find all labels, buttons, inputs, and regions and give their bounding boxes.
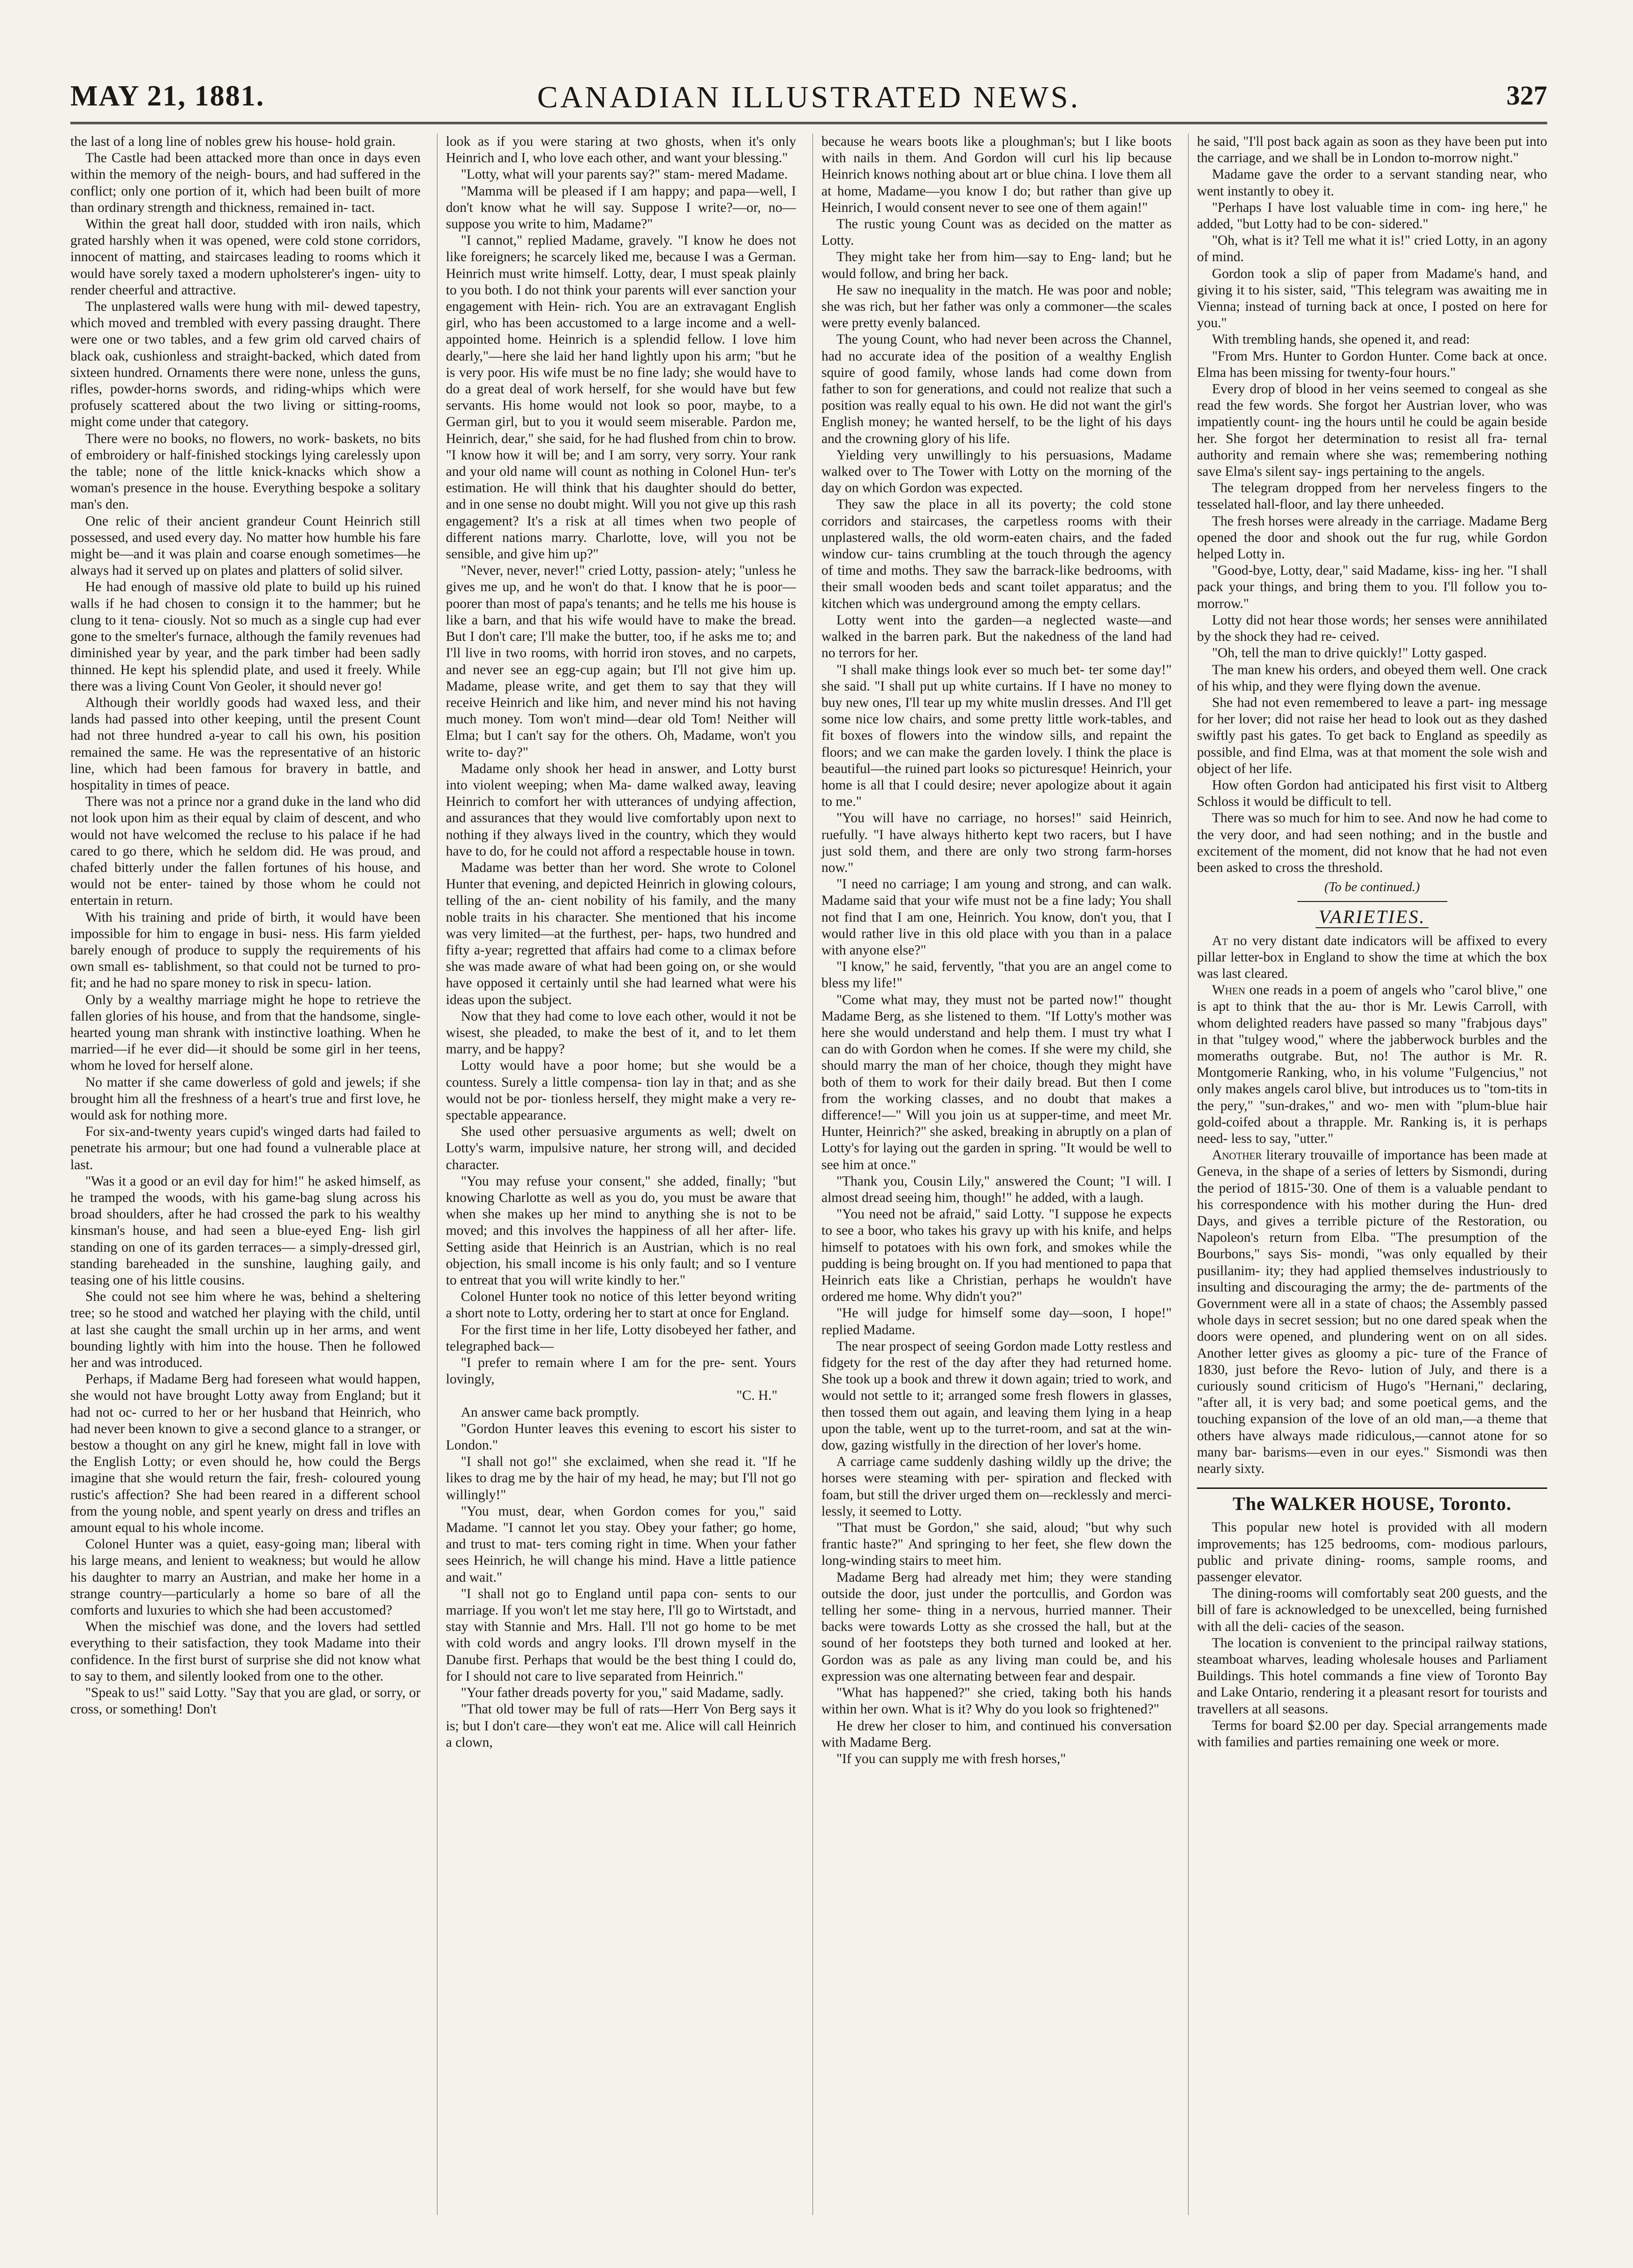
paragraph: "Your father dreads poverty for you," said Madame, sadly. [461,1685,784,1701]
paragraph: he said, "I'll post back again as soon as they have been put into the carriage, and we shall be in London to-morrow night." [1197,134,1547,166]
paragraph: "I need no carriage; I am young and strong, and can walk. Madame said that your wife must not be a fine lady; You shall not find that I am one, Heinrich. You know, don't you, that I would rather live in this old place with you than in a palace with anyone else?" [821,877,1172,958]
paragraph: Gordon took a slip of paper from Madame's hand, and giving it to his sister, said, "This telegram was awaiting me in Vienna; instead of turning back at once, I posted on here for you." [1197,266,1547,331]
paragraph: For six-and-twenty years cupid's winged darts had failed to penetrate his armour; but one had found a vulnerable place at last. [70,1124,421,1172]
paragraph: "Never, never, never!" cried Lotty, passion- ately; "unless he gives me up, and he won't do that. I know that he is poor—poorer than most of papa's tenants; and he tells me his house is like a barn, and that his wife would have to make the bread. But I don't care; I'll make the butter, too, if he asks me to; and I'll live in two rooms, with horrid iron stoves, and no carpets, and never see an egg-cup again; but I'll not give him up. Madame, please write, and get them to say that they will receive Heinrich and like him, and never mind his not having much money. Tom won't mind—dear old Tom! Neither will Elma; but I can't say for the others. Oh, Madame, won't you write to- day?" [446,563,796,760]
paragraph: He saw no inequality in the match. He was poor and noble; she was rich, but her father was only a commoner—the scales were pretty evenly balanced. [821,282,1172,331]
column-2 [437,134,796,2215]
paragraph: Madame gave the order to a servant standing near, who went instantly to obey it. [1197,167,1547,199]
paragraph: Every drop of blood in her veins seemed to congeal as she read the few words. She forgot her Austrian lover, who was impatiently count- ing the hours until he could be again beside her. She forgot her determination to resist all fra- ternal authority and remain where she was; remembering nothing save Elma's silent say- ings pertaining to the angels. [1197,382,1547,480]
lead-word: At [1212,933,1228,948]
paragraph: "Oh, tell the man to drive quickly!" Lotty gasped. [1212,646,1487,661]
paragraph: There was so much for him to see. And now he had come to the very door, and had seen nothing; and in the bustle and excitement of the moment, did not know that he had not even been asked to cross the threshold. [1197,811,1547,875]
paragraph: "He will judge for himself some day—soon, I hope!" replied Madame. [821,1306,1172,1337]
paragraph: They might take her from him—say to Eng- land; but he would follow, and bring her back. [821,249,1172,281]
variety-text: no very distant date indicators will be affixed to every pillar letter-box in England to show the time at which the box was last cleared. [1197,933,1547,981]
paragraph: "You need not be afraid," said Lotty. "I suppose he expects to see a boor, who takes his gravy up with his knife, and helps himself to potatoes with his own fork, and smokes while the pudding is being brought on. If you had mentioned to papa that Heinrich eats like a Christian, perhaps he wouldn't have ordered me home. Why didn't you?" [821,1207,1172,1305]
paragraph: How often Gordon had anticipated his first visit to Altberg Schloss it would be difficult to tell. [1197,777,1547,810]
paragraph: Only by a wealthy marriage might he hope to retrieve the fallen glories of his house, and from that the handsome, single-hearted young man shrank with instinctive loathing. When he married—if he ever did—it should be some girl in her teens, whom he loved for herself alone. [70,992,421,1074]
paragraph: "I shall not go to England until papa con- sents to our marriage. If you won't let me stay here, I'll go to Wirtstadt, and stay with Stannie and Mrs. Hall. I'll not go home to be met with cold words and angry looks. I'll drown myself in the Danube first. Perhaps that would be the best thing I could do, for I should not care to live separated from Heinrich." [446,1586,796,1684]
paragraph: She had not even remembered to leave a part- ing message for her lover; did not raise her head to look out as they dashed swiftly past his gates. To get back to England as speedily as possible, and find Elma, was at that moment the sole wish and object of her life. [1197,695,1547,776]
variety-text: literary trouvaille of importance has been made at Geneva, in the shape of a series of letters by Sismondi, during the period of 1815-'30. One of them is a valuable pendant to his correspondence with his mother during the Hun- dred Days, and gives a terrible picture of the Restoration, ou Napoleon's return from Elba. "The presumption of the Bourbons," says Sis- mondi, "was only equalled by their pusillanim- ity; they had applied themselves industriously to insulting and discouraging the army; the de- partments of the Government were all in a state of chaos; the Assembly passed whole days in secret session; but no one dared speak when the doors were opened, and plundering went on on all sides. Another letter gives as gloomy a pic- ture of the France of 1830, just before the Revo- lution of July, and there is a curiously sound criticism of Hugo's "Hernani," declaring, "after all, it is very bad; and some poetical gems, and the touching expansion of the love of an old man,—a theme that others have always made ridiculous,—cannot atone for so many bar- barisms—even in our eyes." Sismondi was then nearly sixty. [1197,1148,1547,1477]
paragraph: "If you can supply me with fresh horses," [836,1751,1066,1766]
paragraph: Lotty did not hear those words; her senses were annihilated by the shock they had re- ceived. [1197,612,1547,645]
lead-word: Another [1212,1148,1262,1163]
paragraph: No matter if she came dowerless of gold and jewels; if she brought him all the freshness of a heart's true and first love, he would ask for nothing more. [70,1074,421,1123]
paragraph: Although their worldly goods had waxed less, and their lands had passed into other keeping, until the present Count had not three hundred a-year to call his own, his position remained the same. He was the representative of an historic line, which had been famous for bravery in battle, and hospitality in times of peace. [70,695,421,793]
paragraph: The young Count, who had never been across the Channel, had no accurate idea of the position of a wealthy English squire of good family, whose lands had come down from father to son for generations, and could not realize that such a position was really equal to his own. He did not want the girl's English money; he wanted herself, to be the light of his days and the crowning glory of his life. [821,332,1172,446]
lead-word: When [1212,983,1246,998]
varieties-heading [1197,906,1547,928]
section-divider [1297,901,1447,902]
paragraph: The unplastered walls were hung with mil- dewed tapestry, which moved and trembled with every passing draught. There were one or two tables, and a few grim old carved chairs of black oak, cushionless and straight-backed, which dated from sixteen hundred. Ornaments there were none, unless the guns, rifles, powder-horns swords, and riding-whips which were profusely scattered about the two living or sitting-rooms, might come under that category. [70,299,421,430]
paragraph: look as if you were staring at two ghosts, when it's only Heinrich and I, who love each other, and want your blessing." [446,134,796,166]
paragraph: "Oh, what is it? Tell me what it is!" cried Lotty, in an agony of mind. [1197,233,1547,265]
paragraph: "I cannot," replied Madame, gravely. "I know he does not like foreigners; he scarcely liked me, because I was a German. Heinrich must write himself. Lotty, dear, I must speak plainly to you both. I do not think your parents will ever sanction your engagement with Hein- rich. You are an extravagant English girl, who has been accustomed to a large income and a well-appointed home. Heinrich is a splendid fellow. I love him dearly,"—here she laid her hand lightly upon his arm; "but he is very poor. His wife must be no fine lady; she would have to do a great deal of work herself, for she would have but few servants. His home would not look so poor, maybe, to a German girl, but to you it would seem miserable. Pardon me, Heinrich, dear," she said, for he had flushed from chin to brow. "I know how it will be; and I am sorry, very sorry. Your rank and your old name will count as nothing in Colonel Hun- ter's estimation. He will think that his daughter should do better, and in one sense no doubt might. Will you not give up this rash engagement? It's a risk at all times when two people of different nations marry. Charlotte, love, will you not be sensible, and give him up?" [446,233,796,562]
paragraph: "Good-bye, Lotty, dear," said Madame, kiss- ing her. "I shall pack your things, and bring them to you. I'll follow you to-morrow." [1197,563,1547,611]
paragraph: Madame Berg had already met him; they were standing outside the door, just under the portcullis, and Gordon was telling her some- thing in a nervous, hurried manner. Their backs were towards Lotty as she crossed the hall, but at the sound of her footsteps they both turned and looked at her. Gordon was as pale as any living man could be, and his expression was one alternating between fear and despair. [821,1570,1172,1684]
issue-date: MAY 21, 1881. [70,80,265,112]
paragraph: "You will have no carriage, no horses!" said Heinrich, ruefully. "I have always hitherto kept two racers, but I have just sold them, and there are only two strong farm-horses now." [821,811,1172,875]
advertisement-paragraph: The dining-rooms will comfortably seat 200 guests, and the bill of fare is acknowledged to be unexcelled, being furnished with all the deli- cacies of the season. [1197,1586,1547,1634]
paragraph: because he wears boots like a ploughman's; but I like boots with nails in them. And Gordon will curl his lip because Heinrich knows nothing about art or blue china. I love them all at home, Madame—you know I do; but rather than give up Heinrich, I would consent never to see one of them again!" [821,134,1172,215]
paragraph: There were no books, no flowers, no work- baskets, no bits of embroidery or half-finished stockings lying carelessly upon the table; none of the little knick-knacks which show a woman's presence in the house. Everything bespoke a solitary man's den. [70,431,421,512]
paragraph: Now that they had come to love each other, would it not be wisest, she pleaded, to make the best of it, and to let them marry, and be happy? [446,1008,796,1057]
paragraph: Colonel Hunter was a quiet, easy-going man; liberal with his large means, and lenient to weakness; but would he allow his daughter to marry an Austrian, and make her home in a strange country—particularly a home so bare of all the comforts and luxuries to which she had been accustomed? [70,1537,421,1618]
paragraph: "Was it a good or an evil day for him!" he asked himself, as he tramped the woods, with his game-bag slung across his broad shoulders, after he had crossed the park to his wealthy kinsman's house, and had seen a blue-eyed Eng- lish girl standing on one of its garden terraces— a simply-dressed girl, standing bareheaded in the sunshine, laughing gaily, and teasing one of his little cousins. [70,1173,421,1288]
article-columns [70,134,1547,2215]
paragraph: With his training and pride of birth, it would have been impossible for him to engage in busi- ness. His farm yielded barely enough of produce to supply the requirements of his own small es- tablishment, so that could not be turned to pro- fit; and he had no spare money to risk in specu- lation. [70,909,421,991]
paragraph: One relic of their ancient grandeur Count Heinrich still possessed, and used every day. No matter how humble his fare might be—and it was plain and coarse enough sometimes—he always had it served up on plates and platters of solid silver. [70,513,421,578]
paragraph: With trembling hands, she opened it, and read: [1212,332,1470,347]
column-1 [70,134,421,2215]
advertisement-paragraph: The location is convenient to the principal railway stations, steamboat wharves, leading wholesale houses and Parliament Buildings. This hotel commands a fine view of Toronto Bay and Lake Ontario, rendering it a pleasant resort for tourists and travellers at all seasons. [1197,1635,1547,1717]
paragraph: "You may refuse your consent," she added, finally; "but knowing Charlotte as well as you do, you must be aware that when she makes up her mind to anything she is not to be moved; and this involves the happiness of all her after- life. Setting aside that Heinrich is an Austrian, which is no real objection, his small income is his only fault; and so I venture to entreat that you will write kindly to her." [446,1173,796,1288]
paragraph: "Lotty, what will your parents say?" stam- mered Madame. [461,167,788,182]
paragraph: "That old tower may be full of rats—Herr Von Berg says it is; but I don't care—they won't eat me. Alice will call Heinrich a clown, [446,1702,796,1750]
paragraph: Perhaps, if Madame Berg had foreseen what would happen, she would not have brought Lotty away from England; but it had not oc- curred to her or her husband that Heinrich, who had never been known to give a second glance to a stranger, or bestow a thought on any girl he knew, might fall in love with the English Lotty; or even should he, how could the Bergs imagine that she would return the fair, fresh- coloured young rustic's affection? She had been reared in a different school from the young noble, and spent yearly on dress and trifles an amount equal to his whole income. [70,1372,421,1536]
paragraph: The fresh horses were already in the carriage. Madame Berg opened the door and shook out the fur rug, while Gordon helped Lotty in. [1197,513,1547,562]
advertisement-paragraph: This popular new hotel is provided with all modern improvements; has 125 bedrooms, com- modious parlours, public and private dining- rooms, sample rooms, and passenger elevator. [1197,1520,1547,1585]
page-number: 327 [1506,80,1547,111]
advertisement-title: The WALKER HOUSE, Toronto. [1233,1493,1512,1515]
paragraph: The near prospect of seeing Gordon made Lotty restless and fidgety for the rest of the day after they had returned home. She took up a book and threw it down again; tried to work, and would not settle to it; arranged some fresh flowers in glasses, then tossed them out again, and leaving them lying in a heap upon the table, went up to the turret-room, and sat at the win- dow, gazing wistfully in the direction of her lover's home. [821,1338,1172,1453]
paragraph: They saw the place in all its poverty; the cold stone corridors and staircases, the carpetless rooms with their unplastered walls, the old worm-eaten chairs, and the faded window cur- tains crumbling at the touch through the agency of time and moths. They saw the barrack-like bedrooms, with their small wooden beds and scant toilet apparatus; and the kitchen which was underground among the empty cellars. [821,497,1172,611]
paragraph: For the first time in her life, Lotty disobeyed her father, and telegraphed back— [446,1322,796,1354]
paragraph: Colonel Hunter took no notice of this letter beyond writing a short note to Lotty, ordering her to start at once for England. [446,1289,796,1321]
paragraph: "I shall not go!" she exclaimed, when she read it. "If he likes to drag me by the hair of my head, he may; but I'll not go willingly!" [446,1454,796,1502]
paragraph: She used other persuasive arguments as well; dwelt on Lotty's warm, impulsive nature, her strong will, and decided character. [446,1124,796,1172]
paragraph: "I prefer to remain where I am for the pre- sent. Yours lovingly, [446,1355,796,1387]
paragraph: Madame only shook her head in answer, and Lotty burst into violent weeping; when Ma- dame walked away, leaving Heinrich to comfort her with utterances of undying affection, and assurances that they would live comfortably upon next to nothing if they always lived in the country, which they would have to do, for he could not afford a respectable house in town. [446,761,796,859]
variety-item [1197,982,1547,1147]
paragraph: He drew her closer to him, and continued his conversation with Madame Berg. [821,1718,1172,1750]
paragraph: Lotty went into the garden—a neglected waste—and walked in the barren park. But the nakedness of the land had no terrors for her. [821,612,1172,661]
paragraph: The telegram dropped from her nerveless fingers to the tesselated hall-floor, and lay there unheeded. [1197,481,1547,512]
paragraph: He had enough of massive old plate to build up his ruined walls if he had chosen to consign it to the hammer; but he clung to it tena- ciously. Not so much as a single cup had ever gone to the smelter's furnace, although the family revenues had diminished year by year, and the park timber had been sadly thinned. He kept his splendid plate, and used it freely. While there was a living Count Von Geoler, it should never go! [70,579,421,694]
variety-item [1197,933,1547,983]
paragraph: "Thank you, Cousin Lily," answered the Count; "I will. I almost dread seeing him, though!" he added, with a laugh. [821,1173,1172,1205]
column-3 [813,134,1172,2215]
paragraph: Madame was better than her word. She wrote to Colonel Hunter that evening, and depicted Heinrich in glowing colours, telling of the an- cient nobility of his family, and the many noble traits in his character. She mentioned that his income was very limited—at the furthest, per- haps, two hundred and fifty a-year; regretted that affairs had come to a climax before she was made aware of what had been going on, or she would have opposed it certainly until she had learned what were his ideas upon the subject. [446,860,796,1007]
paragraph: Within the great hall door, studded with iron nails, which grated harshly when it was opened, were cold stone corridors, innocent of matting, and staircases leading to rooms which it would have sorely taxed a modern upholsterer's ingen- uity to render cheerful and attractive. [70,217,421,298]
varieties-title: VARIETIES. [1316,906,1428,928]
paragraph: The Castle had been attacked more than once in days even within the memory of the neigh- bours, and had suffered in the conflict; only one portion of it, which had been built of more than ordinary strength and thickness, remained in- tact. [70,150,421,215]
column-4 [1188,134,1547,2215]
paragraph: A carriage came suddenly dashing wildly up the drive; the horses were steaming with per- spiration and flecked with foam, but still the driver urged them on—recklessly and merci- lessly, it seemed to Lotty. [821,1454,1172,1519]
paragraph: "Perhaps I have lost valuable time in com- ing here," he added, "but Lotty had to be con- sidered." [1197,200,1547,232]
paragraph: "What has happened?" she cried, taking both his hands within her own. What is it? Why do you look so frightened?" [821,1685,1172,1717]
paragraph: "From Mrs. Hunter to Gordon Hunter. Come back at once. Elma has been missing for twenty-four hours." [1197,348,1547,380]
paragraph: The rustic young Count was as decided on the matter as Lotty. [821,217,1172,248]
paragraph: Lotty would have a poor home; but she would be a countess. Surely a little compensa- tion lay in that; and as she would not be por- tionless herself, they might make a very re- spectable appearance. [446,1058,796,1123]
paragraph: The man knew his orders, and obeyed them well. One crack of his whip, and they were flying down the avenue. [1197,662,1547,694]
paragraph: "I shall make things look ever so much bet- ter some day!" she said. "I shall put up white curtains. If I have no money to buy new ones, I'll tear up my white muslin dresses. And I'll get some nice low chairs, and some pretty little work-tables, and fit boxes of flowers into the window sills, and repaint the floors; and we can make the garden lovely. I think the place is beautiful—the ruined part looks so picturesque! Heinrich, your home is all that I could desire; never apologize about it again to me." [821,662,1172,810]
paragraph: "Mamma will be pleased if I am happy; and papa—well, I don't know what he will say. Suppose I write?—or, no—suppose you write to him, Madame?" [446,183,796,232]
paragraph: "Speak to us!" said Lotty. "Say that you are glad, or sorry, or cross, or something! Don't [70,1685,421,1717]
paragraph: "I know," he said, fervently, "that you are an angel come to bless my life!" [821,959,1172,991]
paragraph: When the mischief was done, and the lovers had settled everything to their satisfaction, they took Madame into their confidence. In the first burst of surprise she did not know what to say to them, and silently looked from one to the other. [70,1619,421,1684]
paragraph: There was not a prince nor a grand duke in the land who did not look upon him as their equal by claim of descent, and who would not have welcomed the recluse to his palace if he had cared to go there, which he seldom did. He was proud, and chafed bitterly under the fallen fortunes of his house, and would not be enter- tained by those whom he could not entertain in return. [70,794,421,909]
variety-text: one reads in a poem of angels who "carol blive," one is apt to think that the au- thor is Mr. Lewis Carroll, with whom delighted readers have passed so many "frabjous days" in that "tulgey wood," where the jabberwock burbles and the momeraths outgrabe. But, no! The author is Mr. R. Montgomerie Ranking, who, in his volume "Fulgencius," not only makes angels carol blive, but introduces us to "tom-tits in the pery," "sun-drakes," and wo- men with "plum-blue hair gold-coifed about a thrapple. Mr. Ranking is, it is perhaps need- less to say, "utter." [1197,983,1547,1146]
newspaper-title: CANADIAN ILLUSTRATED NEWS. [537,80,1081,114]
paragraph: "That must be Gordon," she said, aloud; "but why such frantic haste?" And springing to her feet, she flew down the long-winding stairs to meet him. [821,1520,1172,1569]
paragraph: "You must, dear, when Gordon comes for you," said Madame. "I cannot let you stay. Obey your father; go home, and trust to mat- ters coming right in time. When your father sees Heinrich, he will change his mind. Have a little patience and wait." [446,1503,796,1585]
variety-item [1197,1147,1547,1477]
paragraph: "Come what may, they must not be parted now!" thought Madame Berg, as she listened to them. "If Lotty's mother was here she would understand and help them. I must try what I can do with Gordon when he comes. If she were my child, she should marry the man of her choice, though they might have both of them to work for their daily bread. But then I come from the working classes, and no doubt that makes a difference!—" Will you join us at supper-time, and meet Mr. Hunter, Heinrich?" she asked, breaking in abruptly on a plan of Lotty's for laying out the garden in spring. "It would be well to see him at once." [821,992,1172,1172]
paragraph: She could not see him where he was, behind a sheltering tree; so he stood and watched her playing with the child, until at last she caught the small urchin up in her arms, and went bounding lightly with him into the house. Then he followed her and was introduced. [70,1289,421,1371]
paragraph: "Gordon Hunter leaves this evening to escort his sister to London." [446,1421,796,1453]
paragraph: An answer came back promptly. [461,1404,640,1420]
to-be-continued: (To be continued.) [1324,880,1420,895]
masthead [70,70,1547,124]
advertisement-paragraph: Terms for board $2.00 per day. Special arrangements made with families and parties remaining one week or more. [1197,1718,1547,1750]
paragraph: the last of a long line of nobles grew his house- hold grain. [70,134,396,149]
advertisement-divider [1197,1487,1547,1489]
paragraph: Yielding very unwillingly to his persuasions, Madame walked over to The Tower with Lotty on the morning of the day on which Gordon was expected. [821,447,1172,496]
telegram-signature: "C. H." [736,1388,777,1404]
